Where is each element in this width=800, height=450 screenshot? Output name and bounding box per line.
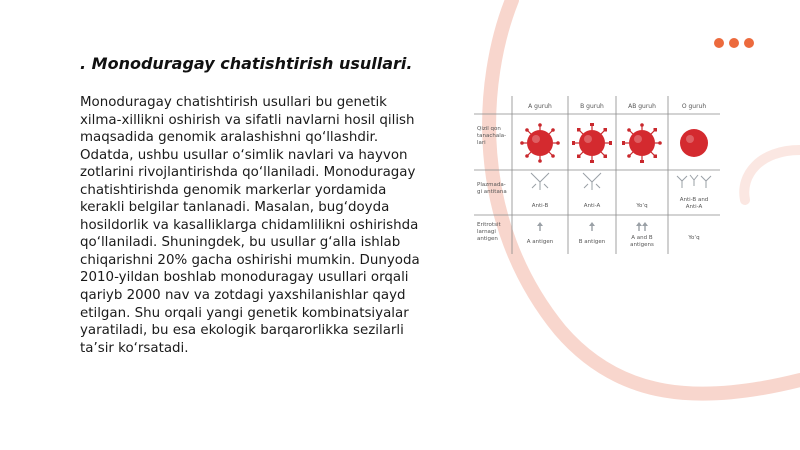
- row-label: larnagi: [477, 229, 496, 235]
- cell-label: Yo‘q: [688, 235, 700, 241]
- cell-label: Anti-A: [685, 204, 703, 210]
- cell-label: A antigen: [526, 239, 554, 245]
- red-cell-icon: [622, 123, 662, 163]
- row-label: antigen: [477, 236, 498, 242]
- column-header: B guruh: [580, 103, 604, 110]
- row-label: lari: [477, 140, 486, 146]
- red-cell-icon: [520, 123, 560, 163]
- slide-body-text: Monoduragay chatishtirish usullari bu genetik xilma-xillikni oshirish va sifatli navlarni hosil qilish maqsadida genomik aralashishni qo‘llashdir. Odatda, ushbu usullar o‘simlik navlari va hayvon zotlarini rivojlantirishda qo‘llaniladi. Monoduragay chatishtirishda genomik markerlar yordamida kerakli belgilar tanlanadi. Masalan, bug‘doyda hosildorlik va kasalliklarga chidamlilikni oshirishda qo‘llaniladi. Shuningdek, bu usullar g‘alla ishlab chiqarishni 20% gacha oshirishi mumkin. Dunyoda 2010-yildan boshlab monoduragay usullari orqali qariyb 2000 nav va zotdagi yaxshilanishlar qayd etilgan. Shu orqali yangi genetik kombinatsiyalar yaratiladi, bu esa ekologik barqarorlikka sezilarli ta’sir ko‘rsatadi.: [80, 95, 420, 356]
- column-header: A guruh: [528, 103, 552, 110]
- row-label: tanachala-: [477, 133, 507, 139]
- column-header: O guruh: [681, 103, 707, 110]
- decorative-dots: [714, 38, 754, 48]
- dot-icon: [729, 38, 739, 48]
- dot-icon: [714, 38, 724, 48]
- blood-group-figure: [474, 96, 724, 256]
- cell-label: Anti-B: [531, 203, 549, 209]
- antigen-icon: [537, 222, 648, 231]
- red-cell-icon: [572, 123, 612, 163]
- cell-label: antigens: [630, 242, 654, 248]
- row-label: gi antitana: [477, 189, 507, 195]
- antibody-icon: [677, 175, 711, 188]
- cell-label: B antigen: [578, 239, 606, 245]
- row-label: Plazmada-: [477, 182, 506, 188]
- red-cell-icon: [680, 129, 708, 157]
- slide-title: . Monoduragay chatishtirish usullari.: [80, 54, 413, 73]
- cell-label: Anti-B and: [679, 197, 709, 203]
- antibody-icon: [531, 173, 549, 190]
- row-label: Qizil qon: [477, 126, 501, 132]
- cell-label: Anti-A: [583, 203, 601, 209]
- cell-label: A and B: [631, 235, 653, 241]
- antibody-icon: [583, 173, 601, 190]
- cell-label: Yo‘q: [636, 203, 648, 209]
- column-header: AB guruh: [628, 103, 656, 110]
- dot-icon: [744, 38, 754, 48]
- row-label: Eritrotsit: [477, 222, 501, 228]
